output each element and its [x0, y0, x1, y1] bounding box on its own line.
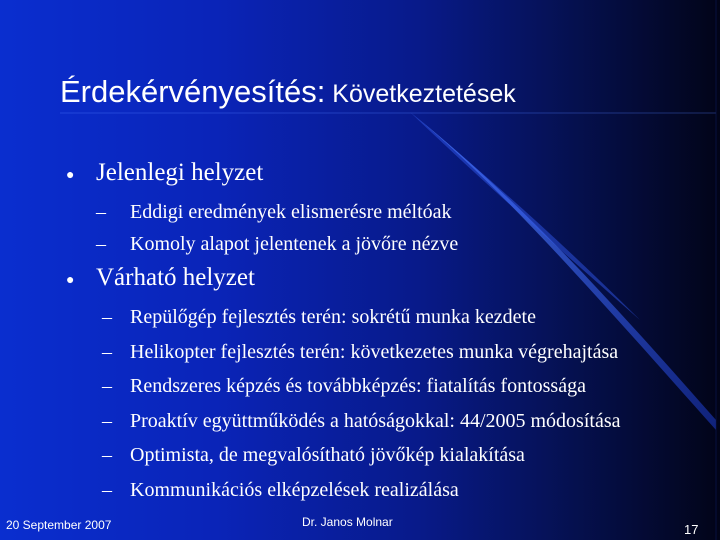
footer-author: Dr. Janos Molnar [302, 515, 393, 529]
sub-item: Repülőgép fejlesztés terén: sokrétű munka kezdete [130, 306, 536, 328]
sub-item: Optimista, de megvalósítható jövőkép kialakítása [130, 444, 525, 466]
bullet-icon: ● [66, 273, 75, 288]
title-main: Érdekérvényesítés: [60, 74, 326, 109]
slide-title [60, 74, 516, 110]
sub-item: Komoly alapot jelentenek a jövőre nézve [130, 233, 459, 255]
dash-icon: – [102, 306, 112, 328]
footer-date: 20 September 2007 [6, 518, 112, 532]
bullet-icon: ● [66, 168, 75, 183]
dash-icon: – [102, 375, 112, 397]
sub-item: Rendszeres képzés és továbbképzés: fiatalítás fontossága [130, 375, 586, 397]
bullet-label: Várható helyzet [96, 264, 255, 291]
bullet-label: Jelenlegi helyzet [96, 159, 264, 186]
dash-icon: – [102, 444, 112, 466]
sub-item: Proaktív együttműködés a hatóságokkal: 44/2005 módosítása [130, 410, 621, 432]
sub-item: Eddigi eredmények elismerésre méltóak [130, 201, 452, 223]
page-number: 17 [684, 522, 699, 537]
dash-icon: – [96, 233, 106, 255]
sub-item: Helikopter fejlesztés terén: következetes munka végrehajtása [130, 341, 619, 363]
dash-icon: – [102, 479, 112, 501]
dash-icon: – [102, 410, 112, 432]
sub-item: Kommunikációs elképzelések realizálása [130, 479, 459, 501]
title-sub: Következtetések [325, 80, 516, 108]
dash-icon: – [96, 201, 106, 223]
dash-icon: – [102, 341, 112, 363]
